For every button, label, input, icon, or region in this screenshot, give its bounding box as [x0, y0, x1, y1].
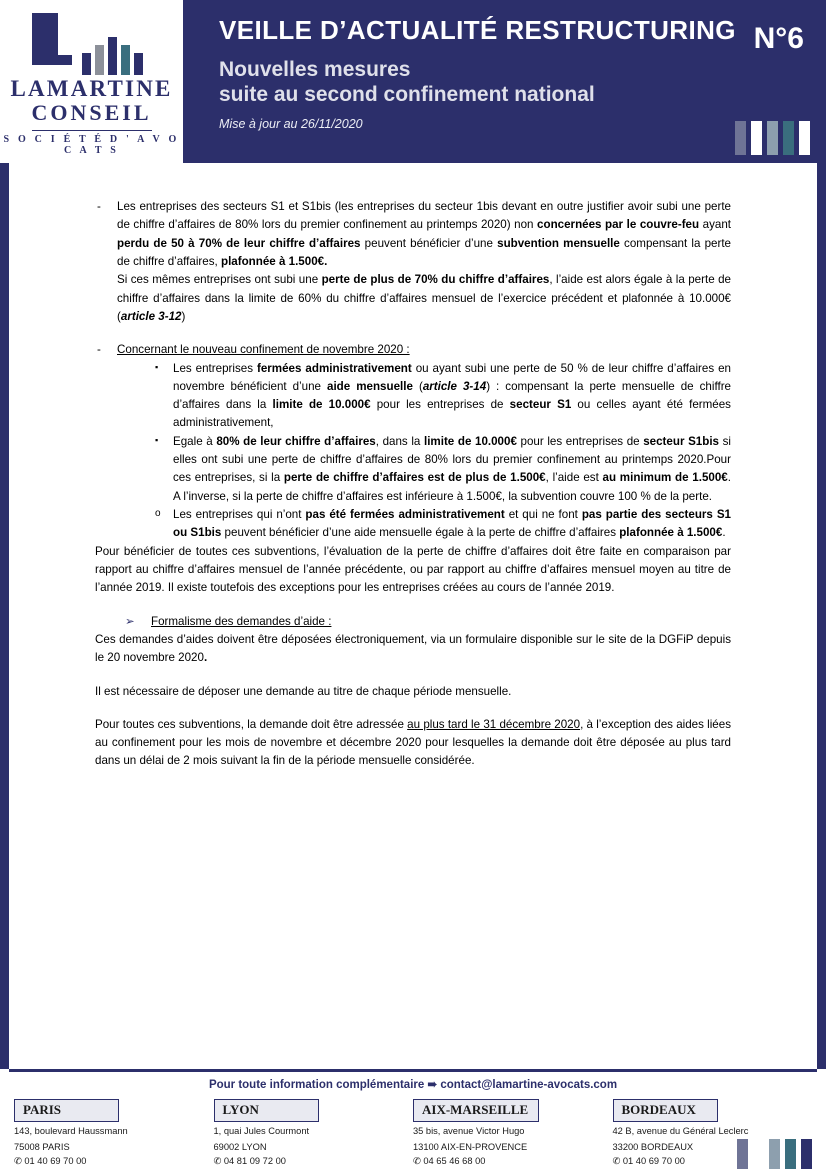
issue-number: N°6 — [753, 22, 804, 55]
text-fragment: limite de 10.000€ — [423, 434, 517, 448]
text-fragment: perte de plus de 70% du chiffre d’affaires — [321, 273, 550, 287]
list-item — [155, 506, 731, 543]
text-fragment: ou celles ayant été fermées administrativement, — [173, 398, 731, 430]
text-fragment: ) — [181, 309, 186, 323]
logo-divider — [32, 130, 152, 131]
circle-bullet-icon: o — [155, 508, 161, 519]
paragraph — [173, 433, 731, 506]
dash-bullet-icon: - — [97, 343, 101, 357]
footer-contact-label: Pour toute information complémentaire — [208, 1079, 425, 1091]
text-fragment: au plus tard le 31 décembre 2020 — [407, 717, 581, 731]
text-fragment: plafonnée à 1.500€ — [619, 526, 723, 540]
office-phone: ✆ 01 40 69 70 00 — [612, 1155, 685, 1166]
paragraph — [173, 360, 731, 433]
document-title: VEILLE D’ACTUALITÉ RESTRUCTURING — [219, 15, 736, 45]
office-address-line1: 42 B, avenue du Général Leclerc — [612, 1126, 749, 1136]
paragraph: Pour bénéficier de toutes ces subventions, l’évaluation de la perte de chiffre d’affaires doit être faite en comparaison par rapport au chiffre d’affaires mensuel de l’année précédente, ou par rapport au chiffre d’affaires mensuel moyen au titre de l’année 2019. Il existe toutefois des exceptions pour les entreprises créées au cours de l’année 2019. — [95, 544, 731, 595]
logo-block — [0, 0, 183, 163]
text-fragment: ( — [412, 379, 423, 393]
text-fragment: Les entreprises des secteurs S1 et S1bis (les entreprises du secteur 1bis devant en outre justifier avoir subi une perte de chiffre d’affaires de 80% lors du premier confinement au printemps 2020) non — [117, 200, 731, 232]
text-fragment: Les entreprises qui n’ont — [173, 508, 306, 521]
text-fragment: perte de chiffre d’affaires est de plus de 1.500€ — [283, 471, 546, 485]
office-phone: ✆ 01 40 69 70 00 — [14, 1155, 87, 1166]
office-address-line2: 13100 AIX-EN-PROVENCE — [413, 1142, 528, 1153]
list-item — [155, 433, 731, 506]
paragraph — [117, 271, 731, 326]
arrow-icon: ➠ — [427, 1079, 438, 1091]
paragraph — [95, 631, 731, 668]
text-fragment: concernées par le couvre-feu — [537, 218, 700, 232]
text-fragment: fermées administrativement — [256, 361, 412, 375]
office-phone: ✆ 04 81 09 72 00 — [213, 1155, 286, 1166]
office-name: BORDEAUX — [613, 1099, 718, 1122]
text-fragment: . — [203, 651, 208, 665]
office-address-line1: 35 bis, avenue Victor Hugo — [413, 1126, 525, 1136]
text-fragment: peuvent bénéficier d’une — [360, 236, 498, 250]
office-address-line2: 75008 PARIS — [14, 1142, 70, 1153]
footer-contact-line — [0, 1077, 826, 1091]
text-fragment: Si ces mêmes entreprises ont subi une — [117, 273, 322, 287]
logo-tagline: S O C I É T É D ' A V O C A T S — [3, 133, 180, 156]
text-fragment: . — [722, 526, 726, 540]
text-fragment: 80% de leur chiffre d’affaires — [216, 434, 376, 448]
paragraph — [117, 198, 731, 271]
header-banner — [183, 0, 826, 163]
office-name: LYON — [214, 1099, 319, 1122]
text-fragment: , dans la — [375, 434, 424, 448]
office-lyon — [214, 1099, 414, 1168]
text-fragment: article 3-14 — [422, 379, 487, 393]
text-fragment: compensant la perte de chiffre d’affaires, — [117, 236, 732, 268]
text-fragment: , à l’exception des aides liées au confinement pour les mois de novembre et décembre 2020 pour lesquelles la demande doit être déposée au plus tard dans un délai de 2 mois suivant la fin de la période mensuelle considérée. — [95, 717, 731, 768]
document-date: Mise à jour au 26/11/2020 — [219, 116, 363, 131]
paragraph: Il est nécessaire de déposer une demande au titre de chaque période mensuelle. — [95, 684, 512, 698]
text-fragment: pas été fermées administrativement — [305, 508, 505, 521]
text-fragment: Les entreprises — [173, 361, 257, 375]
office-address-line2: 69002 LYON — [213, 1142, 267, 1153]
text-fragment: secteur S1bis — [643, 434, 720, 448]
list-item — [95, 341, 731, 359]
square-bullet-icon: ▪ — [155, 361, 159, 372]
header-bars-decoration — [735, 121, 810, 155]
office-paris — [14, 1099, 214, 1168]
text-fragment: subvention mensuelle — [497, 236, 620, 250]
list-item — [95, 198, 731, 326]
text-fragment: pas partie des secteurs S1 ou S1bis — [173, 508, 732, 540]
office-name: PARIS — [14, 1099, 119, 1122]
text-fragment: aide mensuelle — [327, 379, 413, 393]
document-header — [0, 0, 826, 163]
section-heading: Formalisme des demandes d’aide : — [151, 614, 332, 628]
document-subtitle-line1: Nouvelles mesures — [219, 57, 411, 81]
document-subtitle-line2: suite au second confinement national — [219, 83, 595, 107]
office-aix-marseille — [413, 1099, 613, 1168]
text-fragment: Ces demandes d’aides doivent être déposées électroniquement, via un formulaire disponible sur le site de la DGFiP depuis le 20 novembre 2020 — [95, 632, 731, 665]
office-address-line1: 143, boulevard Haussmann — [14, 1126, 128, 1136]
lamartine-logo-icon — [26, 13, 158, 75]
contact-email-link[interactable]: contact@lamartine-avocats.com — [440, 1079, 618, 1091]
footer-divider — [9, 1069, 817, 1072]
document-body — [95, 198, 731, 771]
paragraph — [95, 716, 731, 771]
text-fragment: pour les entreprises de — [516, 434, 644, 448]
text-fragment: Egale à — [173, 434, 217, 448]
footer-bars-decoration — [737, 1139, 812, 1169]
text-fragment: , l’aide est alors égale à la perte de chiffre d’affaires dans la limite de 60% du chiffre d’affaires mensuel de l’exercice précédent et plafonnée à 10.000€ ( — [117, 273, 731, 323]
text-fragment: au minimum de 1.500€ — [602, 471, 728, 485]
section-heading: Concernant le nouveau confinement de novembre 2020 : — [117, 343, 410, 357]
text-fragment: pour les entreprises de — [370, 398, 510, 412]
text-fragment: ou ayant subi une perte de 50 % de leur chiffre d’affaires en novembre bénéficient d’une — [173, 361, 731, 393]
office-address-line1: 1, quai Jules Courmont — [213, 1126, 310, 1136]
list-item — [125, 613, 731, 631]
text-fragment: ayant — [699, 218, 731, 232]
office-address-line2: 33200 BORDEAUX — [612, 1142, 694, 1153]
left-margin-stripe — [0, 163, 9, 1069]
text-fragment: limite de 10.000€ — [272, 398, 371, 412]
list-item — [155, 360, 731, 433]
text-fragment: ) : compensant la perte mensuelle de chiffre d’affaires dans la — [173, 379, 731, 412]
logo-name: LAMARTINE — [10, 76, 173, 102]
text-fragment: . A l’inverse, si la perte de chiffre d’affaires est inférieure à 1.500€, la subvention couvre 100 % de la perte. — [173, 471, 731, 503]
document-footer — [0, 1069, 826, 1169]
office-phone: ✆ 04 65 46 68 00 — [413, 1155, 486, 1166]
text-fragment: , l’aide est — [545, 471, 603, 485]
paragraph — [173, 506, 731, 543]
text-fragment: secteur S1 — [509, 398, 572, 412]
logo-name-second: CONSEIL — [31, 100, 152, 126]
text-fragment: peuvent bénéficier d’une aide mensuelle égale à la perte de chiffre d’affaires — [221, 526, 620, 540]
square-bullet-icon: ▪ — [155, 434, 159, 445]
office-list — [14, 1099, 812, 1168]
dash-bullet-icon: - — [97, 200, 101, 213]
right-margin-stripe — [817, 163, 826, 1069]
office-name: AIX-MARSEILLE — [413, 1099, 539, 1122]
text-fragment: perdu de 50 à 70% de leur chiffre d’affaires — [117, 236, 361, 250]
text-fragment: si elles ont subi une perte de chiffre d’affaires de 80% lors du premier confinement au printemps 2020.Pour ces entreprises, si la — [173, 434, 731, 485]
text-fragment: et qui ne font — [504, 508, 582, 521]
text-fragment: plafonnée à 1.500€. — [220, 254, 328, 268]
text-fragment: article 3-12 — [120, 309, 182, 323]
arrow-bullet-icon: ➢ — [125, 614, 135, 628]
text-fragment: Pour toutes ces subventions, la demande doit être adressée — [95, 717, 408, 731]
